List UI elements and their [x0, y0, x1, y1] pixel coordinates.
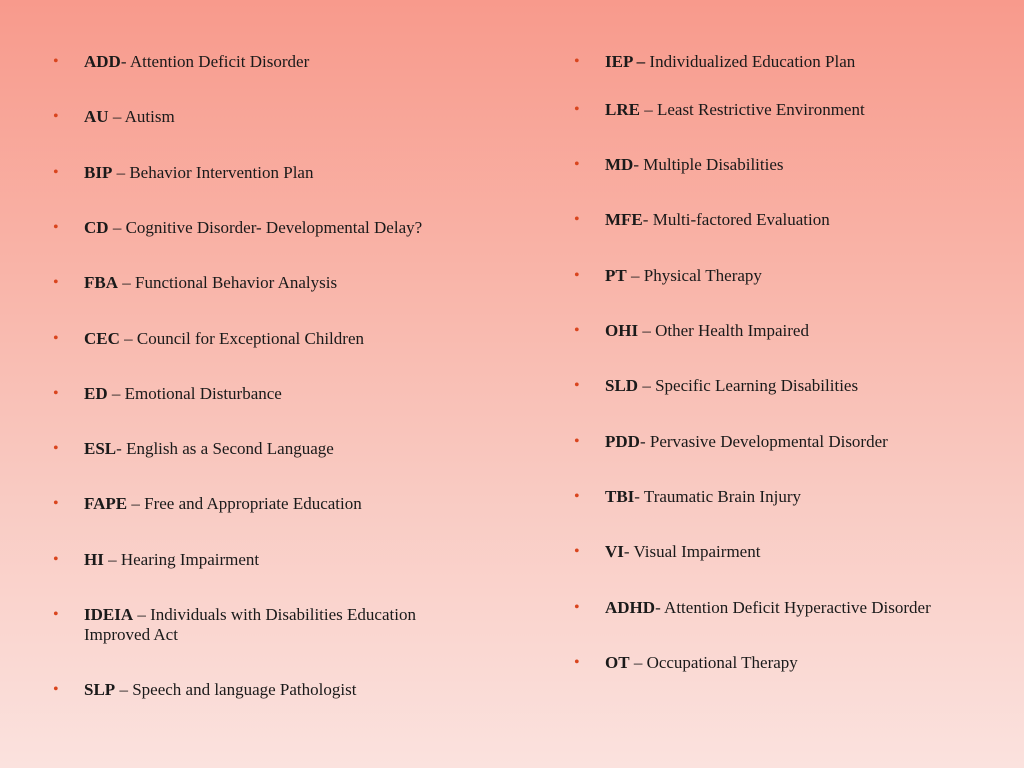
bullet-icon: • [53, 551, 59, 568]
list-item [573, 542, 760, 562]
definition: Speech and language Pathologist [132, 680, 357, 699]
acronym: LRE [605, 100, 640, 119]
bullet-icon: • [574, 101, 580, 118]
bullet-icon: • [574, 53, 580, 70]
list-item [573, 487, 801, 507]
definition: Pervasive Developmental Disorder [649, 432, 888, 451]
acronym: OHI [605, 321, 639, 340]
acronym: VI [605, 542, 624, 561]
bullet-icon: • [53, 440, 59, 457]
definition: Least Restrictive Environment [656, 100, 865, 119]
separator: – [103, 550, 121, 569]
acronym: PT [605, 266, 627, 285]
separator: – [626, 266, 644, 285]
acronym: ADD [84, 52, 121, 71]
bullet-icon: • [574, 156, 580, 173]
acronym: SLD [605, 376, 639, 395]
acronym: OT [605, 653, 630, 672]
bullet-icon: • [574, 488, 580, 505]
list-item [573, 653, 798, 673]
acronym: ADHD [605, 598, 656, 617]
list-item [573, 266, 762, 286]
definition: Hearing Impairment [120, 550, 260, 569]
bullet-icon: • [53, 164, 59, 181]
separator: - [655, 598, 665, 617]
separator: - [639, 432, 650, 451]
definition: Attention Deficit Hyperactive Disorder [664, 598, 931, 617]
acronym: ED [84, 384, 108, 403]
definition: Specific Learning Disabilities [655, 376, 859, 395]
definition: English as a Second Language [126, 439, 334, 458]
acronym: FAPE [84, 494, 128, 513]
list-item [52, 329, 364, 349]
acronym: MD [605, 155, 634, 174]
bullet-icon: • [574, 654, 580, 671]
definition: Individuals with Disabilities Education Improved Act [84, 605, 416, 644]
bullet-icon: • [53, 495, 59, 512]
acronym: ESL [84, 439, 117, 458]
separator: – [127, 494, 145, 513]
definition: Traumatic Brain Injury [643, 487, 801, 506]
list-item [573, 598, 931, 618]
definition: Other Health Impaired [655, 321, 809, 340]
list-item [52, 163, 313, 183]
bullet-icon: • [574, 211, 580, 228]
bullet-icon: • [574, 322, 580, 339]
separator: - [634, 487, 644, 506]
separator: – [119, 329, 137, 348]
list-item [52, 384, 282, 404]
acronym: SLP [84, 680, 116, 699]
bullet-icon: • [53, 330, 59, 347]
list-item [52, 439, 334, 459]
list-item [573, 155, 784, 175]
list-item [573, 376, 858, 396]
separator: – [629, 653, 647, 672]
list-item [573, 52, 855, 72]
separator: - [633, 155, 644, 174]
definition: Behavior Intervention Plan [129, 163, 314, 182]
separator: - [623, 542, 634, 561]
separator: – [639, 100, 657, 119]
list-item [52, 218, 422, 238]
list-item [573, 432, 888, 452]
bullet-icon: • [574, 599, 580, 616]
definition: Individualized Education Plan [649, 52, 856, 71]
definition: Physical Therapy [643, 266, 762, 285]
bullet-icon: • [574, 433, 580, 450]
list-item [573, 321, 809, 341]
bullet-icon: • [53, 606, 59, 623]
bullet-icon: • [574, 543, 580, 560]
acronym: MFE [605, 210, 643, 229]
acronym: AU [84, 107, 109, 126]
definition: Multi-factored Evaluation [652, 210, 830, 229]
bullet-icon: • [574, 377, 580, 394]
definition: Emotional Disturbance [124, 384, 282, 403]
list-item [52, 550, 259, 570]
list-item [52, 680, 356, 700]
separator: – [118, 273, 135, 292]
definition: Functional Behavior Analysis [135, 273, 338, 292]
list-item [573, 210, 830, 230]
acronym: CEC [84, 329, 120, 348]
separator: – [115, 680, 133, 699]
separator: – [107, 384, 125, 403]
acronym: CD [84, 218, 109, 237]
definition: Autism [124, 107, 175, 126]
bullet-icon: • [53, 53, 59, 70]
bullet-icon: • [574, 267, 580, 284]
bullet-icon: • [53, 681, 59, 698]
acronym: IDEIA [84, 605, 134, 624]
acronym: BIP [84, 163, 113, 182]
separator: – [108, 107, 125, 126]
list-item [52, 605, 444, 645]
bullet-icon: • [53, 219, 59, 236]
acronym: PDD [605, 432, 640, 451]
acronym: FBA [84, 273, 118, 292]
bullet-icon: • [53, 274, 59, 291]
separator: – [112, 163, 130, 182]
bullet-icon: • [53, 108, 59, 125]
definition: Attention Deficit Disorder [129, 52, 310, 71]
list-item [52, 52, 309, 72]
list-item [52, 494, 362, 514]
definition: Council for Exceptional Children [136, 329, 364, 348]
definition: Multiple Disabilities [643, 155, 784, 174]
separator: – [133, 605, 151, 624]
acronym: TBI [605, 487, 635, 506]
acronym: HI [84, 550, 104, 569]
definition: Visual Impairment [633, 542, 761, 561]
list-item [52, 107, 175, 127]
separator: – [638, 376, 656, 395]
bullet-icon: • [53, 385, 59, 402]
separator: - [120, 52, 130, 71]
acronym: IEP – [605, 52, 646, 71]
separator: – [638, 321, 656, 340]
definition: Free and Appropriate Education [144, 494, 362, 513]
definition: Cognitive Disorder- Developmental Delay? [125, 218, 423, 237]
definition: Occupational Therapy [646, 653, 798, 672]
separator: - [116, 439, 127, 458]
list-item [52, 273, 337, 293]
list-item [573, 100, 865, 120]
separator: – [108, 218, 126, 237]
separator: - [642, 210, 653, 229]
